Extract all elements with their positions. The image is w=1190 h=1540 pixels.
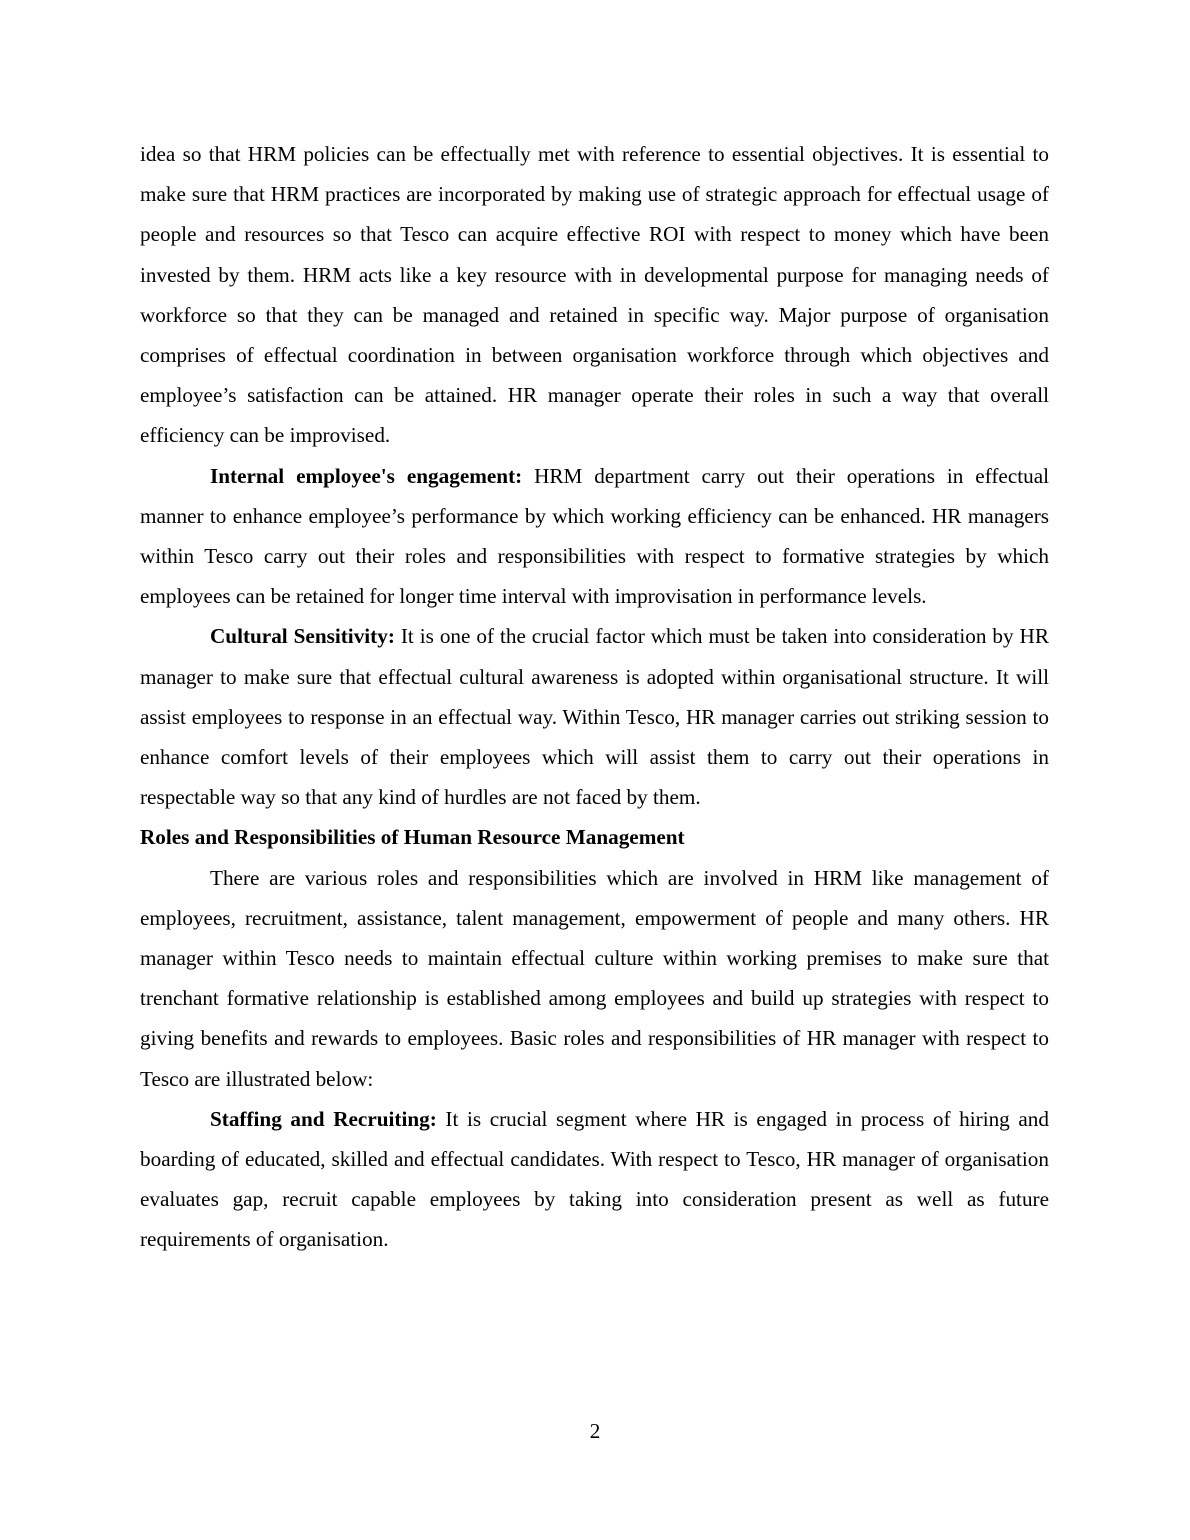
paragraph-term: Cultural Sensitivity: bbox=[210, 624, 395, 649]
page-body bbox=[140, 134, 1049, 1260]
paragraph-text: It is crucial segment where HR is engaged in process of hiring and boarding of educated, skilled and effectual candidates. With respect to Tesco, HR manager of organisation evaluates gap, recruit capable employees by taking into consideration present as well as future requirements of organisation. bbox=[140, 1106, 1049, 1252]
paragraph-staffing-recruiting bbox=[140, 1099, 1049, 1260]
paragraph-hrm-objectives bbox=[140, 134, 1049, 456]
section-heading: Roles and Responsibilities of Human Resource Management bbox=[140, 825, 685, 850]
paragraph-internal-engagement bbox=[140, 456, 1049, 617]
paragraph-term: Staffing and Recruiting: bbox=[210, 1106, 437, 1131]
paragraph-text: idea so that HRM policies can be effectually met with reference to essential objectives. It is essential to make sure that HRM practices are incorporated by making use of strategic approach for effectual usage of people and resources so that Tesco can acquire effective ROI with respect to money which have been invested by them. HRM acts like a key resource with in developmental purpose for managing needs of workforce so that they can be managed and retained in specific way. Major purpose of organisation comprises of effectual coordination in between organisation workforce through which objectives and employee’s satisfaction can be attained. HR manager operate their roles in such a way that overall efficiency can be improvised. bbox=[140, 142, 1049, 448]
paragraph-text: There are various roles and responsibilities which are involved in HRM like management of employees, recruitment, assistance, talent management, empowerment of people and many others. HR manager within Tesco needs to maintain effectual culture within working premises to make sure that trenchant formative relationship is established among employees and build up strategies with respect to giving benefits and rewards to employees. Basic roles and responsibilities of HR manager with respect to Tesco are illustrated below: bbox=[140, 865, 1049, 1091]
paragraph-text: HRM department carry out their operations in effectual manner to enhance employee’s performance by which working efficiency can be enhanced. HR managers within Tesco carry out their roles and responsibilities with respect to formative strategies by which employees can be retained for longer time interval with improvisation in performance levels. bbox=[140, 463, 1050, 609]
paragraph-cultural-sensitivity bbox=[140, 616, 1049, 817]
paragraph-roles-overview bbox=[140, 858, 1049, 1099]
paragraph-term: Internal employee's engagement: bbox=[210, 463, 523, 488]
page-number: 2 bbox=[589, 1419, 601, 1443]
paragraph-text: It is one of the crucial factor which must be taken into consideration by HR manager to make sure that effectual cultural awareness is adopted within organisational structure. It will assist employees to response in an effectual way. Within Tesco, HR manager carries out striking session to enhance comfort levels of their employees which will assist them to carry out their operations in respectable way so that any kind of hurdles are not faced by them. bbox=[140, 624, 1049, 810]
